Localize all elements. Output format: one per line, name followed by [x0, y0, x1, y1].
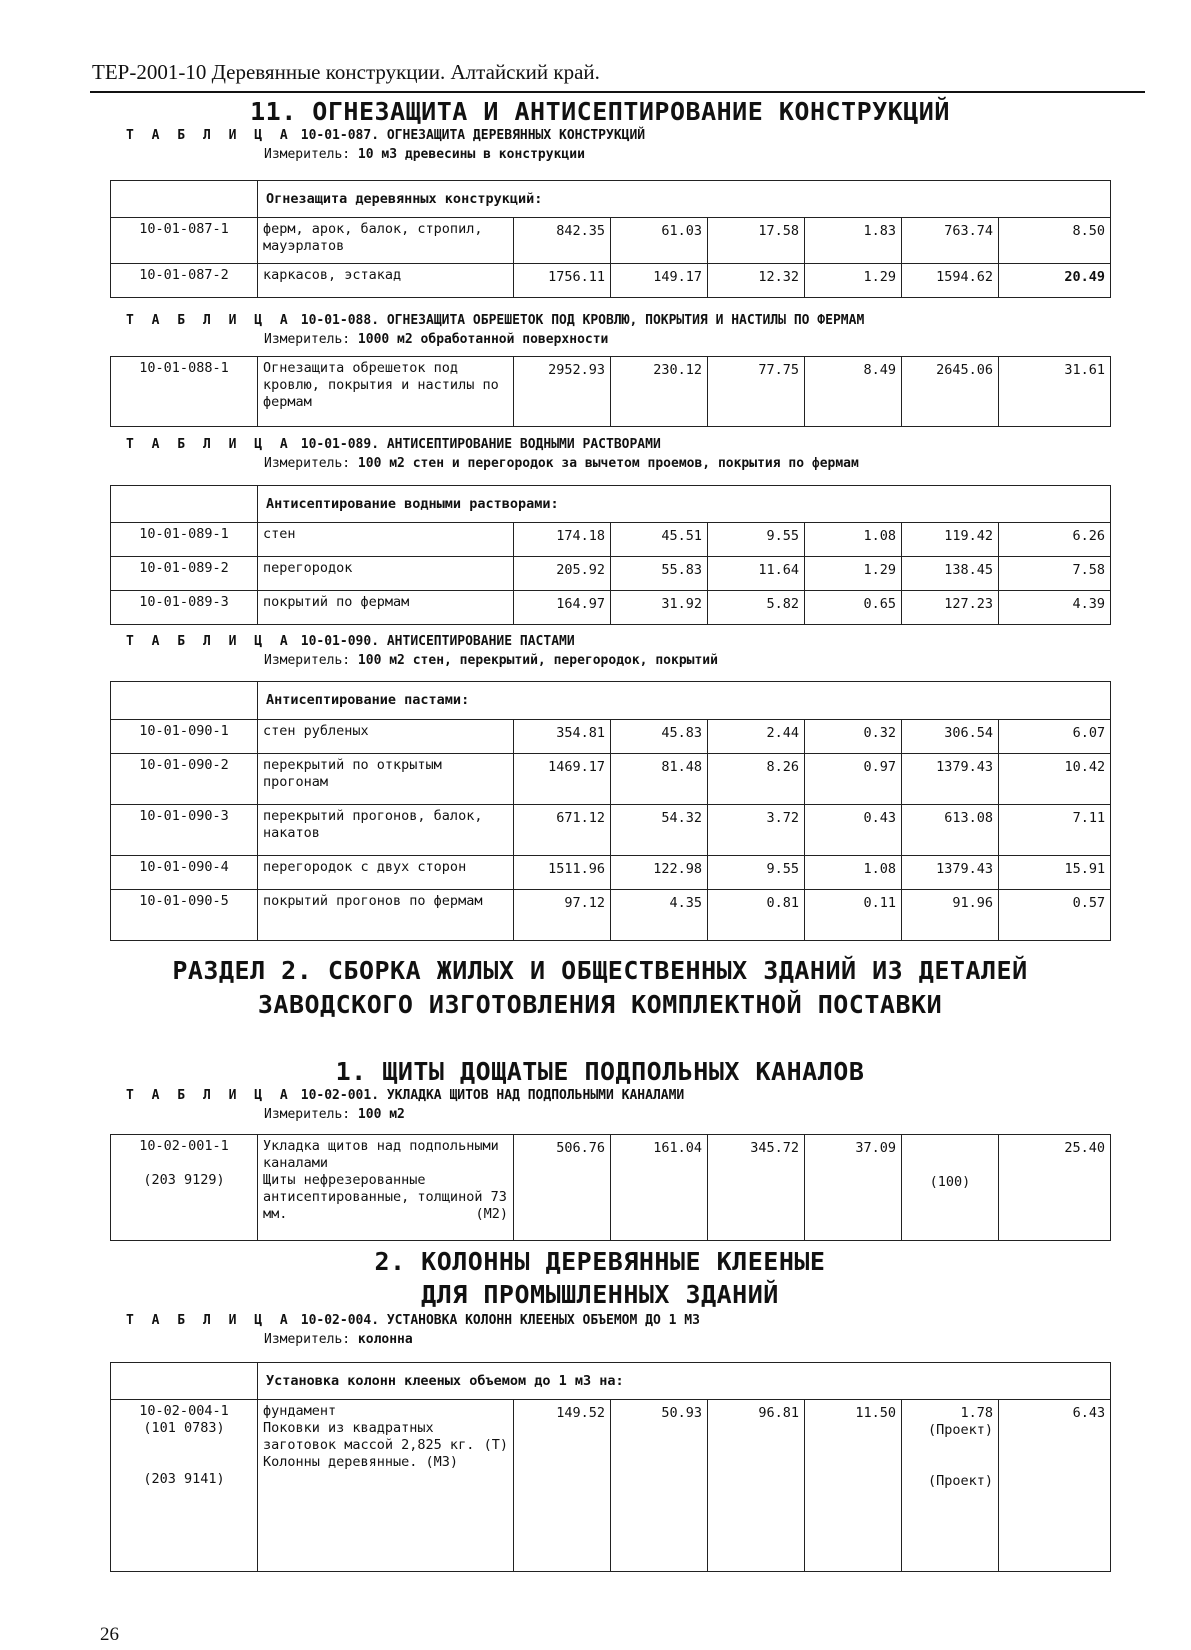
desc-material-1-unit: (Т) [483, 1437, 508, 1453]
code-main: 10-02-001-1 [139, 1138, 229, 1154]
table-row [111, 557, 1111, 591]
cell-materials: 763.74 [902, 218, 999, 264]
table-group-row [111, 682, 1111, 720]
table-word: Т А Б Л И Ц А [126, 128, 293, 143]
cell-machines: 9.55 [708, 523, 805, 557]
cell-materials: 1594.62 [902, 264, 999, 298]
table-row [111, 357, 1111, 427]
cell-machine-wages: 1.29 [805, 557, 902, 591]
table-row [111, 805, 1111, 856]
materials-project-1: (Проект) [927, 1422, 993, 1438]
table-row [111, 754, 1111, 805]
group-code-cell [111, 486, 258, 523]
cell-wages: 31.92 [611, 591, 708, 625]
cell-machine-wages: 0.97 [805, 754, 902, 805]
table-090-title: 10-01-090. АНТИСЕПТИРОВАНИЕ ПАСТАМИ [300, 634, 575, 649]
cell-wages: 54.32 [611, 805, 708, 856]
unit-label: Измеритель: [264, 332, 351, 347]
table-2001-title: 10-02-001. УКЛАДКА ЩИТОВ НАД ПОДПОЛЬНЫМИ КАНАЛАМИ [300, 1088, 685, 1103]
cell-wages: 45.83 [611, 720, 708, 754]
cell-materials: 91.96 [902, 890, 999, 941]
table-row [111, 1135, 1111, 1241]
cell-materials: (100) [902, 1135, 999, 1241]
cell-machines: 2.44 [708, 720, 805, 754]
table-group-row [111, 1363, 1111, 1400]
cell-total: 1756.11 [514, 264, 611, 298]
cell-machines: 5.82 [708, 591, 805, 625]
row-desc: перегородок [258, 557, 514, 591]
cell-labor: 20.49 [999, 264, 1111, 298]
desc-work: Укладка щитов над подпольными каналами [263, 1138, 499, 1171]
row-code: 10-01-087-2 [111, 264, 258, 298]
subsection-2-title-line1: 2. КОЛОННЫ ДЕРЕВЯННЫЕ КЛЕЕНЫЕ [374, 1247, 826, 1276]
table-2001 [110, 1134, 1111, 1241]
cell-machines: 9.55 [708, 856, 805, 890]
group-label: Огнезащита деревянных конструкций: [258, 181, 1111, 218]
unit-label: Измеритель: [264, 653, 351, 668]
cell-total: 354.81 [514, 720, 611, 754]
cell-labor: 10.42 [999, 754, 1111, 805]
cell-wages: 45.51 [611, 523, 708, 557]
table-088-title: 10-01-088. ОГНЕЗАЩИТА ОБРЕШЕТОК ПОД КРОВЛЮ, ПОКРЫТИЯ И НАСТИЛЫ ПО ФЕРМАМ [300, 313, 865, 328]
cell-total: 164.97 [514, 591, 611, 625]
cell-machines: 345.72 [708, 1135, 805, 1241]
desc-material-2: Колонны деревянные. (М3) [263, 1454, 459, 1470]
cell-total: 174.18 [514, 523, 611, 557]
razdel-2-title-line1: РАЗДЕЛ 2. СБОРКА ЖИЛЫХ И ОБЩЕСТВЕННЫХ ЗДАНИЙ ИЗ ДЕТАЛЕЙ [172, 956, 1028, 985]
table-row [111, 1400, 1111, 1572]
cell-total: 671.12 [514, 805, 611, 856]
table-word: Т А Б Л И Ц А [126, 437, 293, 452]
row-desc: перекрытий прогонов, балок, накатов [258, 805, 514, 856]
row-desc [258, 1135, 514, 1241]
group-label: Антисептирование водными растворами: [258, 486, 1111, 523]
table-090 [110, 681, 1111, 941]
unit-label: Измеритель: [264, 456, 351, 471]
cell-machine-wages: 8.49 [805, 357, 902, 427]
cell-wages: 149.17 [611, 264, 708, 298]
row-desc: покрытий прогонов по фермам [258, 890, 514, 941]
code-resource-2: (203 9141) [143, 1471, 225, 1487]
cell-machines: 77.75 [708, 357, 805, 427]
table-2004-caption [126, 1313, 700, 1328]
table-row [111, 856, 1111, 890]
cell-materials: 119.42 [902, 523, 999, 557]
cell-total: 1511.96 [514, 856, 611, 890]
cell-machine-wages: 0.32 [805, 720, 902, 754]
table-2001-unit [264, 1107, 405, 1122]
row-code: 10-01-090-1 [111, 720, 258, 754]
cell-wages: 4.35 [611, 890, 708, 941]
cell-machine-wages: 0.43 [805, 805, 902, 856]
group-code-cell [111, 1363, 258, 1400]
cell-labor: 7.58 [999, 557, 1111, 591]
group-code-cell [111, 181, 258, 218]
razdel-2-title-line2: ЗАВОДСКОГО ИЗГОТОВЛЕНИЯ КОМПЛЕКТНОЙ ПОСТАВКИ [257, 990, 943, 1019]
desc-material-1: Поковки из квадратных заготовок массой 2,825 кг. [263, 1420, 475, 1453]
cell-labor: 0.57 [999, 890, 1111, 941]
cell-materials: 613.08 [902, 805, 999, 856]
table-088-caption [126, 313, 864, 328]
spacer [907, 1439, 993, 1473]
row-desc: Огнезащита обрешеток под кровлю, покрытия и настилы по фермам [258, 357, 514, 427]
cell-machines: 0.81 [708, 890, 805, 941]
table-row [111, 890, 1111, 941]
cell-wages: 230.12 [611, 357, 708, 427]
unit-value: 10 м3 древесины в конструкции [357, 147, 585, 162]
cell-machine-wages: 1.29 [805, 264, 902, 298]
table-row [111, 264, 1111, 298]
cell-labor: 25.40 [999, 1135, 1111, 1241]
unit-label: Измеритель: [264, 1107, 351, 1122]
cell-machine-wages: 1.83 [805, 218, 902, 264]
table-089 [110, 485, 1111, 625]
unit-label: Измеритель: [264, 147, 351, 162]
table-088-unit [264, 332, 608, 347]
subsection-2-title-line2: ДЛЯ ПРОМЫШЛЕННЫХ ЗДАНИЙ [421, 1280, 779, 1309]
page-number: 26 [100, 1624, 119, 1645]
cell-wages: 50.93 [611, 1400, 708, 1572]
table-089-unit [264, 456, 859, 471]
desc-material: Щиты нефрезерованные антисептированные, толщиной 73 мм. [263, 1172, 507, 1222]
materials-project-2: (Проект) [927, 1473, 993, 1489]
row-desc [258, 1400, 514, 1572]
table-group-row [111, 486, 1111, 523]
running-head: ТЕР-2001-10 Деревянные конструкции. Алтайский край. [92, 60, 600, 84]
group-code-cell [111, 682, 258, 720]
desc-work: фундамент [263, 1403, 337, 1419]
cell-materials: 306.54 [902, 720, 999, 754]
row-desc: перекрытий по открытым прогонам [258, 754, 514, 805]
cell-machines: 96.81 [708, 1400, 805, 1572]
cell-wages: 122.98 [611, 856, 708, 890]
table-088 [110, 356, 1111, 427]
table-word: Т А Б Л И Ц А [126, 313, 293, 328]
row-code [111, 1400, 258, 1572]
materials-value: 1.78 [960, 1405, 993, 1421]
table-row [111, 591, 1111, 625]
cell-labor: 6.26 [999, 523, 1111, 557]
cell-materials [902, 1400, 999, 1572]
row-code: 10-01-087-1 [111, 218, 258, 264]
code-resource-1: (101 0783) [143, 1420, 225, 1436]
cell-machine-wages: 1.08 [805, 523, 902, 557]
section-11-title: 11. ОГНЕЗАЩИТА И АНТИСЕПТИРОВАНИЕ КОНСТРУКЦИЙ [250, 97, 950, 126]
cell-labor: 4.39 [999, 591, 1111, 625]
row-code: 10-01-089-3 [111, 591, 258, 625]
cell-labor: 8.50 [999, 218, 1111, 264]
row-desc: стен рубленых [258, 720, 514, 754]
cell-wages: 61.03 [611, 218, 708, 264]
table-090-unit [264, 653, 718, 668]
cell-total: 97.12 [514, 890, 611, 941]
table-row [111, 523, 1111, 557]
cell-total: 1469.17 [514, 754, 611, 805]
cell-materials: 1379.43 [902, 754, 999, 805]
row-code: 10-01-088-1 [111, 357, 258, 427]
subsection-1-title: 1. ЩИТЫ ДОЩАТЫЕ ПОДПОЛЬНЫХ КАНАЛОВ [335, 1057, 865, 1086]
cell-labor: 31.61 [999, 357, 1111, 427]
table-2004-unit [264, 1332, 413, 1347]
cell-materials: 138.45 [902, 557, 999, 591]
row-code: 10-01-089-2 [111, 557, 258, 591]
group-label: Антисептирование пастами: [258, 682, 1111, 720]
table-word: Т А Б Л И Ц А [126, 1088, 293, 1103]
cell-machine-wages: 0.11 [805, 890, 902, 941]
cell-machines: 17.58 [708, 218, 805, 264]
table-word: Т А Б Л И Ц А [126, 634, 293, 649]
cell-total: 506.76 [514, 1135, 611, 1241]
cell-labor: 6.07 [999, 720, 1111, 754]
code-main: 10-02-004-1 [139, 1403, 229, 1419]
header-rule [90, 91, 1145, 93]
table-row [111, 218, 1111, 264]
table-2004-title: 10-02-004. УСТАНОВКА КОЛОНН КЛЕЕНЫХ ОБЪЕМОМ ДО 1 М3 [300, 1313, 700, 1328]
row-code: 10-01-090-3 [111, 805, 258, 856]
cell-wages: 81.48 [611, 754, 708, 805]
cell-total: 205.92 [514, 557, 611, 591]
cell-machine-wages: 11.50 [805, 1400, 902, 1572]
cell-machines: 3.72 [708, 805, 805, 856]
table-087-caption [126, 128, 645, 143]
cell-machine-wages: 37.09 [805, 1135, 902, 1241]
cell-machine-wages: 1.08 [805, 856, 902, 890]
cell-total: 2952.93 [514, 357, 611, 427]
unit-value: 100 м2 стен, перекрытий, перегородок, покрытий [357, 653, 718, 668]
row-desc: покрытий по фермам [258, 591, 514, 625]
cell-machine-wages: 0.65 [805, 591, 902, 625]
cell-total: 149.52 [514, 1400, 611, 1572]
row-code: 10-01-090-2 [111, 754, 258, 805]
code-resource: (203 9129) [143, 1172, 225, 1188]
table-087-unit [264, 147, 585, 162]
desc-material-unit: (М2) [475, 1206, 508, 1222]
unit-value: 1000 м2 обработанной поверхности [357, 332, 609, 347]
row-code [111, 1135, 258, 1241]
row-code: 10-01-089-1 [111, 523, 258, 557]
unit-value: колонна [357, 1332, 413, 1347]
cell-labor: 15.91 [999, 856, 1111, 890]
unit-label: Измеритель: [264, 1332, 351, 1347]
row-code: 10-01-090-5 [111, 890, 258, 941]
cell-machines: 11.64 [708, 557, 805, 591]
table-090-caption [126, 634, 575, 649]
cell-total: 842.35 [514, 218, 611, 264]
cell-labor: 6.43 [999, 1400, 1111, 1572]
unit-value: 100 м2 стен и перегородок за вычетом проемов, покрытия по фермам [357, 456, 859, 471]
cell-machines: 8.26 [708, 754, 805, 805]
row-desc: стен [258, 523, 514, 557]
cell-wages: 161.04 [611, 1135, 708, 1241]
table-group-row [111, 181, 1111, 218]
row-desc: каркасов, эстакад [258, 264, 514, 298]
cell-labor: 7.11 [999, 805, 1111, 856]
cell-materials: 2645.06 [902, 357, 999, 427]
spacer [116, 1437, 252, 1471]
cell-materials: 127.23 [902, 591, 999, 625]
table-row [111, 720, 1111, 754]
table-2001-caption [126, 1088, 684, 1103]
row-desc: ферм, арок, балок, стропил, мауэрлатов [258, 218, 514, 264]
spacer [116, 1155, 252, 1172]
table-2004 [110, 1362, 1111, 1572]
unit-value: 100 м2 [357, 1107, 405, 1122]
cell-materials: 1379.43 [902, 856, 999, 890]
table-089-caption [126, 437, 661, 452]
table-089-title: 10-01-089. АНТИСЕПТИРОВАНИЕ ВОДНЫМИ РАСТВОРАМИ [300, 437, 661, 452]
row-desc: перегородок с двух сторон [258, 856, 514, 890]
group-label: Установка колонн клееных объемом до 1 м3 на: [258, 1363, 1111, 1400]
row-code: 10-01-090-4 [111, 856, 258, 890]
table-087-title: 10-01-087. ОГНЕЗАЩИТА ДЕРЕВЯННЫХ КОНСТРУКЦИЙ [300, 128, 646, 143]
table-087 [110, 180, 1111, 298]
cell-wages: 55.83 [611, 557, 708, 591]
table-word: Т А Б Л И Ц А [126, 1313, 293, 1328]
cell-machines: 12.32 [708, 264, 805, 298]
